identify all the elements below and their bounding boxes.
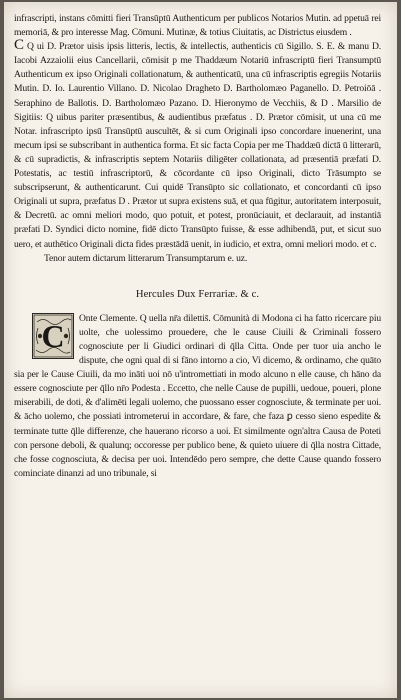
document-page — [4, 2, 397, 698]
document-body — [14, 12, 381, 481]
commission-paragraph — [14, 37, 381, 251]
paragraph-initial: C — [14, 37, 24, 54]
opening-paragraph — [14, 12, 381, 40]
decree-paragraph — [14, 312, 381, 481]
tenor-line — [44, 252, 381, 266]
decree-text: Onte Clemente. Q uella nr̄a dilettis̄. Cōmunità di Modona ci ha fatto ricercare piu uolte, che uolessimo prouedere, che le cause Ciuili & Criminali fossero cognosciute per li Giudici ordinari di q̄lla Citta. Onde per tuor uia ancho le dispute, che ogni qual di si fāno intorno a cio, Vi dicemo, & ordinamo, che quāto sia per le Cause Ciuili, da mo ināti uoi nō u'intromettiati in modo alcuno n elle cause, ch hāno da essere cognosciute per q̄llo nr̄o Podesta . Eccetto, che nelle Cause de pupilli, uedoue, poueri, plone miserabili, de doti, & d'alimēti legali uolemo, che puossano esser cognosciute, & terminate per uoi. & ācho uolemo, che possiati intrometerui in accordare, & fare, che faza ꝑ cesso sieno espedite & terminate tutte q̄lle differenze, che hauerano ricorso a uoi. Et similmente ogn'altra Causa de Poteti con persone deboli, & qualunq; occoresse per publico bene, & quieto uiuere di q̄lla nostra Cittade, che fosse cognosciuta, & decisa per uoi. Intendēdo pero sempre, che dette Cause quando fossero cominciate dinanzi ad uno tribunale, si — [14, 312, 381, 479]
paragraph-text: Q ui D. Prætor uisis ipsis litteris, lectis, & intellectis, authenticis cū Sigillo. S. E. & manu D. Iacobi Azzaiolii eius Cancellarii, cōmisit p me Thaddæum Notariū infrascriptū fieri Transumptū Authenticum ex ipso Originali collationatum, & authenticatū, una cū infrascriptis egregiis Notariis Mutin. D. Io. Laurentio Villano. D. Nicolao Dragheto D. Bartholomæo Paganello. D. Petroiōā . Seraphino de Ballotis. D. Bartholomæo Pazano. D. Hieronymo de Vecchiis, & D . Marsilio de Sigitiis: Q uibus pariter præsentibus, & audientibus præfatus . D. Prætor cōmisit, ut una cū me Notar. infrascripto ipsū Transūptū auscultēt, & si cum Originali ipso concordare inuenerint, una mecum ipsi se subscribant in authentica forma. Et sic facta Copia per me Thaddæū dictā ū litterarū, & cū supradictis, & infrascriptis septem Notariis diligēter collationata, ad præsentiā præfati D. Potestatis, ac testiū infrascriptorū, & cōcordante cū ipso Originali, dicto Trāsumpto se subscripserunt, & authenticarunt. Cui quidē Transūpto sic collationato, et concordanti cū ipso Originali ut supra, præfatus D . Prætor ut supra existens suā, et qua fūgitur, autoritatem interposuit, & Decretū. ac omni meliori modo, quo potuit, et potest, pronūciauit, et declarauit, ad instantiā præfati D. Syndici dicto nomine, fidē dicto Transūpto fuisse, & esse adhibendā, put, et sicut suo uero, et authētico Originali dicta fides præstādā uenit, in iudicio, et extra, omni meliori modo. et c. — [14, 41, 381, 250]
initial-letter: C — [41, 317, 65, 354]
tenor-text: Tenor autem dictarum litterarum Transumptarum e. uz. — [44, 252, 248, 264]
decorated-initial — [32, 313, 74, 359]
section-heading: Hercules Dux Ferrariæ. & c. — [135, 288, 260, 300]
paragraph-text: infrascripti, instans cōmitti fieri Transūptū Authenticum per publicos Notarios Mutin. ad ppetuā rei memoriā, & pro interesse Mag. Cōmuni. Mutinæ, & totius Ciuitatis, ac Districtus eiusdem . — [14, 13, 381, 39]
